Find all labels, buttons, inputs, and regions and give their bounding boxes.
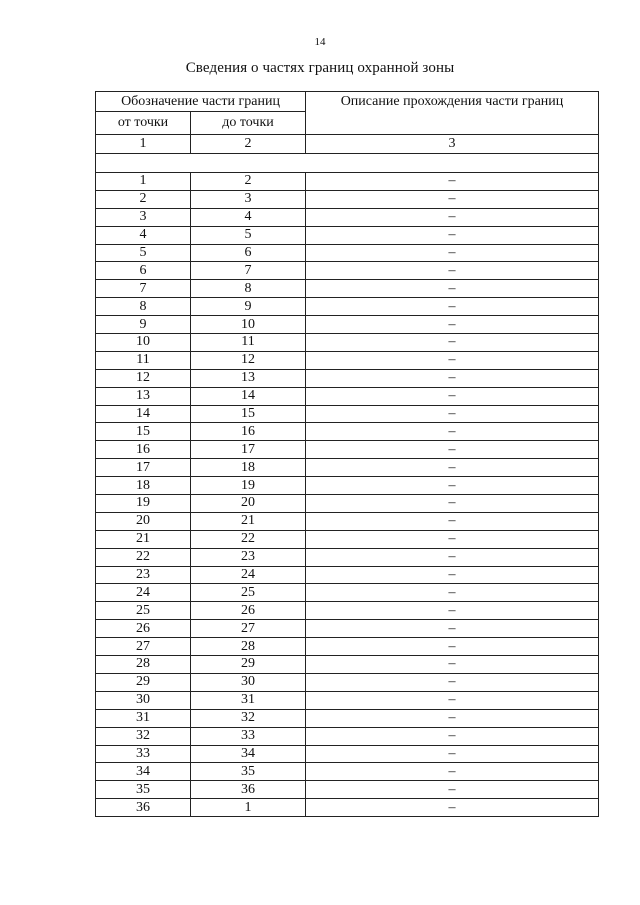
from-point-cell: 25	[96, 602, 191, 620]
table-row	[96, 298, 599, 316]
table-row	[96, 530, 599, 548]
table-row	[96, 477, 599, 495]
to-point-cell: 16	[191, 423, 306, 441]
table-row	[96, 244, 599, 262]
description-cell: –	[306, 602, 599, 620]
from-point-cell: 35	[96, 781, 191, 799]
from-point-cell: 7	[96, 280, 191, 298]
from-point-cell: 8	[96, 298, 191, 316]
table-header	[96, 92, 599, 135]
table-row	[96, 423, 599, 441]
from-point-cell: 2	[96, 190, 191, 208]
description-cell: –	[306, 745, 599, 763]
description-cell: –	[306, 620, 599, 638]
table-row	[96, 602, 599, 620]
from-point-cell: 13	[96, 387, 191, 405]
description-cell: –	[306, 548, 599, 566]
description-cell: –	[306, 530, 599, 548]
from-point-cell: 28	[96, 656, 191, 674]
to-point-cell: 29	[191, 656, 306, 674]
description-cell: –	[306, 566, 599, 584]
to-point-cell: 28	[191, 638, 306, 656]
to-point-cell: 30	[191, 673, 306, 691]
table-row	[96, 745, 599, 763]
description-cell: –	[306, 244, 599, 262]
description-cell: –	[306, 584, 599, 602]
description-cell: –	[306, 495, 599, 513]
table-row	[96, 226, 599, 244]
table-row	[96, 369, 599, 387]
column-number: 3	[306, 135, 599, 154]
table-row	[96, 351, 599, 369]
from-point-cell: 5	[96, 244, 191, 262]
to-point-cell: 33	[191, 727, 306, 745]
table-row	[96, 208, 599, 226]
to-point-cell: 18	[191, 459, 306, 477]
description-cell: –	[306, 351, 599, 369]
to-point-cell: 36	[191, 781, 306, 799]
table-row	[96, 280, 599, 298]
from-point-cell: 3	[96, 208, 191, 226]
table-row	[96, 638, 599, 656]
to-point-cell: 5	[191, 226, 306, 244]
table-row	[96, 691, 599, 709]
table-row	[96, 173, 599, 191]
table-row	[96, 387, 599, 405]
table-row	[96, 620, 599, 638]
empty-cell	[96, 154, 599, 173]
table-row	[96, 566, 599, 584]
table-row	[96, 495, 599, 513]
header-description: Описание прохождения части границ	[306, 92, 599, 135]
description-cell: –	[306, 459, 599, 477]
table-row	[96, 262, 599, 280]
from-point-cell: 12	[96, 369, 191, 387]
from-point-cell: 33	[96, 745, 191, 763]
description-cell: –	[306, 781, 599, 799]
to-point-cell: 22	[191, 530, 306, 548]
to-point-cell: 9	[191, 298, 306, 316]
empty-row	[96, 154, 599, 173]
to-point-cell: 20	[191, 495, 306, 513]
from-point-cell: 31	[96, 709, 191, 727]
to-point-cell: 2	[191, 173, 306, 191]
from-point-cell: 29	[96, 673, 191, 691]
table-row	[96, 548, 599, 566]
from-point-cell: 30	[96, 691, 191, 709]
from-point-cell: 26	[96, 620, 191, 638]
to-point-cell: 24	[191, 566, 306, 584]
to-point-cell: 12	[191, 351, 306, 369]
description-cell: –	[306, 763, 599, 781]
to-point-cell: 27	[191, 620, 306, 638]
from-point-cell: 34	[96, 763, 191, 781]
header-boundary-part-designation: Обозначение части границ	[96, 92, 306, 112]
to-point-cell: 31	[191, 691, 306, 709]
to-point-cell: 26	[191, 602, 306, 620]
from-point-cell: 32	[96, 727, 191, 745]
table-body	[96, 135, 599, 817]
column-number: 2	[191, 135, 306, 154]
table-row	[96, 459, 599, 477]
table-row	[96, 441, 599, 459]
from-point-cell: 24	[96, 584, 191, 602]
page-number: 14	[314, 36, 326, 48]
from-point-cell: 9	[96, 316, 191, 334]
description-cell: –	[306, 369, 599, 387]
header-from-point: от точки	[96, 112, 191, 135]
header-to-point: до точки	[191, 112, 306, 135]
description-cell: –	[306, 298, 599, 316]
from-point-cell: 10	[96, 334, 191, 352]
to-point-cell: 4	[191, 208, 306, 226]
to-point-cell: 35	[191, 763, 306, 781]
column-number-row	[96, 135, 599, 154]
from-point-cell: 15	[96, 423, 191, 441]
from-point-cell: 21	[96, 530, 191, 548]
from-point-cell: 22	[96, 548, 191, 566]
to-point-cell: 17	[191, 441, 306, 459]
from-point-cell: 6	[96, 262, 191, 280]
table-row	[96, 584, 599, 602]
from-point-cell: 18	[96, 477, 191, 495]
to-point-cell: 15	[191, 405, 306, 423]
description-cell: –	[306, 477, 599, 495]
description-cell: –	[306, 280, 599, 298]
description-cell: –	[306, 423, 599, 441]
to-point-cell: 11	[191, 334, 306, 352]
to-point-cell: 32	[191, 709, 306, 727]
description-cell: –	[306, 709, 599, 727]
description-cell: –	[306, 226, 599, 244]
from-point-cell: 11	[96, 351, 191, 369]
to-point-cell: 21	[191, 512, 306, 530]
to-point-cell: 10	[191, 316, 306, 334]
description-cell: –	[306, 405, 599, 423]
from-point-cell: 4	[96, 226, 191, 244]
table-row	[96, 709, 599, 727]
from-point-cell: 19	[96, 495, 191, 513]
description-cell: –	[306, 727, 599, 745]
description-cell: –	[306, 656, 599, 674]
from-point-cell: 20	[96, 512, 191, 530]
from-point-cell: 36	[96, 799, 191, 817]
description-cell: –	[306, 190, 599, 208]
document-title: Сведения о частях границ охранной зоны	[185, 60, 455, 76]
table-row	[96, 190, 599, 208]
to-point-cell: 19	[191, 477, 306, 495]
table-row	[96, 799, 599, 817]
description-cell: –	[306, 208, 599, 226]
to-point-cell: 14	[191, 387, 306, 405]
table-row	[96, 727, 599, 745]
description-cell: –	[306, 387, 599, 405]
boundary-parts-table	[95, 91, 599, 817]
to-point-cell: 7	[191, 262, 306, 280]
description-cell: –	[306, 799, 599, 817]
to-point-cell: 8	[191, 280, 306, 298]
from-point-cell: 17	[96, 459, 191, 477]
table-row	[96, 673, 599, 691]
to-point-cell: 1	[191, 799, 306, 817]
to-point-cell: 6	[191, 244, 306, 262]
table-row	[96, 763, 599, 781]
description-cell: –	[306, 441, 599, 459]
from-point-cell: 1	[96, 173, 191, 191]
to-point-cell: 25	[191, 584, 306, 602]
to-point-cell: 13	[191, 369, 306, 387]
table-row	[96, 781, 599, 799]
table-row	[96, 656, 599, 674]
from-point-cell: 16	[96, 441, 191, 459]
to-point-cell: 3	[191, 190, 306, 208]
description-cell: –	[306, 512, 599, 530]
to-point-cell: 34	[191, 745, 306, 763]
description-cell: –	[306, 334, 599, 352]
description-cell: –	[306, 638, 599, 656]
description-cell: –	[306, 691, 599, 709]
from-point-cell: 14	[96, 405, 191, 423]
description-cell: –	[306, 316, 599, 334]
description-cell: –	[306, 262, 599, 280]
table-row	[96, 316, 599, 334]
table-row	[96, 512, 599, 530]
description-cell: –	[306, 173, 599, 191]
table-row	[96, 334, 599, 352]
table-row	[96, 405, 599, 423]
from-point-cell: 23	[96, 566, 191, 584]
description-cell: –	[306, 673, 599, 691]
from-point-cell: 27	[96, 638, 191, 656]
column-number: 1	[96, 135, 191, 154]
to-point-cell: 23	[191, 548, 306, 566]
